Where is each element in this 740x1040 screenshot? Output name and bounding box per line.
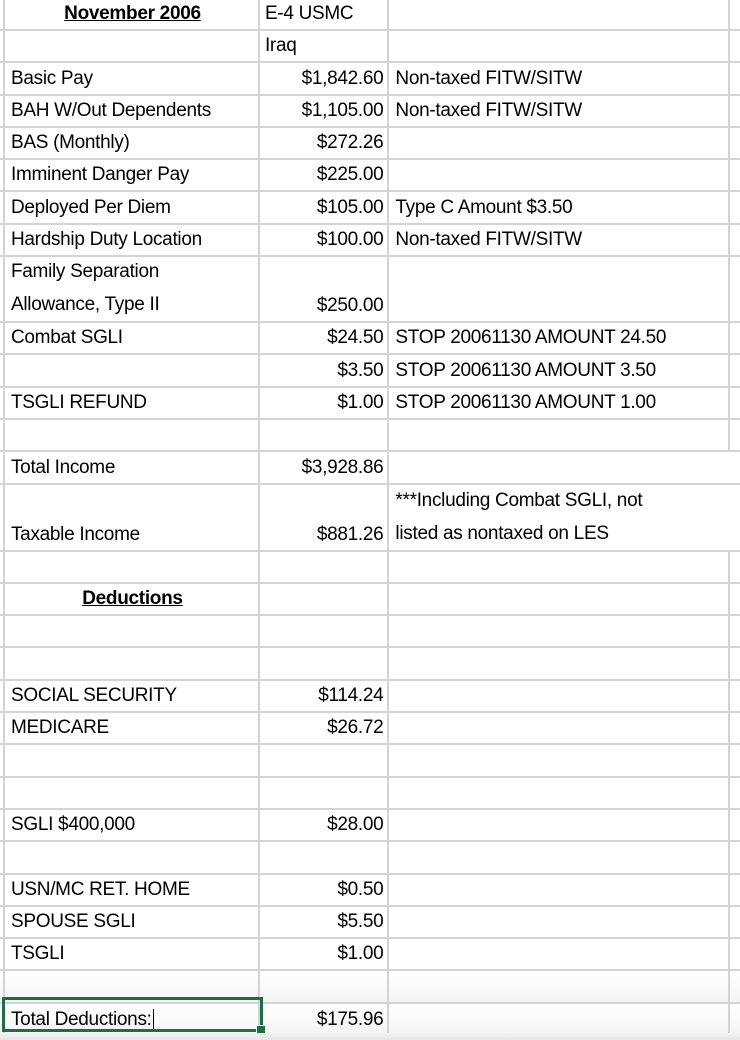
cell-empty[interactable] (730, 420, 740, 450)
income-label: Combat SGLI (10, 327, 123, 349)
income-note: STOP 20061130 AMOUNT 3.50 (395, 359, 656, 381)
cell-empty[interactable] (389, 31, 730, 61)
cell-empty[interactable] (730, 257, 740, 321)
cell-empty[interactable] (730, 1004, 740, 1035)
cell-empty[interactable] (730, 713, 740, 743)
cell-empty[interactable] (730, 939, 740, 969)
cell-empty[interactable] (389, 616, 730, 646)
cell-empty[interactable] (260, 745, 389, 775)
deduction-label-cell[interactable] (5, 713, 260, 743)
total-income-row (0, 452, 740, 484)
income-row (0, 355, 740, 387)
income-amount: $3.50 (337, 359, 384, 381)
deductions-heading: Deductions (82, 588, 183, 610)
deduction-amount: $28.00 (327, 814, 384, 836)
taxable-income-row (0, 485, 740, 552)
cell-empty[interactable] (389, 552, 730, 582)
cell-empty[interactable] (5, 420, 260, 450)
cell-title[interactable] (5, 0, 260, 29)
cell-empty[interactable] (260, 584, 389, 614)
income-label-cell[interactable] (5, 355, 260, 385)
income-row (0, 257, 740, 323)
cell-empty[interactable] (5, 31, 260, 61)
deduction-row (0, 681, 740, 713)
income-amount-cell[interactable] (260, 160, 389, 190)
income-label: Deployed Per Diem (10, 196, 171, 218)
cell-empty[interactable] (5, 648, 260, 678)
deduction-row (0, 713, 740, 745)
cell-empty[interactable] (730, 160, 740, 190)
income-row (0, 160, 740, 192)
cell-empty[interactable] (260, 616, 389, 646)
deduction-amount: $1.00 (337, 943, 384, 965)
sheet-row (0, 778, 740, 810)
income-label: BAH W/Out Dependents (10, 99, 211, 121)
income-amount-cell[interactable] (260, 225, 389, 255)
cell-empty[interactable] (730, 584, 740, 614)
sheet-row (0, 616, 740, 648)
taxable-income-label: Taxable Income (10, 523, 140, 545)
income-label-cell[interactable] (5, 160, 260, 190)
cell-empty[interactable] (5, 842, 260, 872)
sheet-row (0, 420, 740, 452)
cell-empty[interactable] (730, 31, 740, 61)
cell-empty[interactable] (730, 485, 740, 550)
deduction-label-cell[interactable] (5, 681, 260, 711)
deduction-amount-cell[interactable] (260, 875, 389, 905)
income-label-cell[interactable] (5, 388, 260, 418)
income-label-cell[interactable] (5, 323, 260, 353)
income-row (0, 388, 740, 420)
income-label-cell[interactable] (5, 257, 260, 321)
cell-empty[interactable] (389, 713, 730, 743)
income-label: BAS (Monthly) (10, 132, 130, 154)
cell-empty[interactable] (730, 192, 740, 222)
total-income-value: $3,928.86 (301, 456, 384, 478)
taxable-note: listed as nontaxed on LES (395, 522, 609, 544)
income-note-cell[interactable] (389, 192, 730, 222)
income-note-cell[interactable] (389, 323, 730, 353)
income-amount: $100.00 (316, 229, 384, 251)
cell-empty[interactable] (389, 681, 730, 711)
total-deductions-label: Total Deductions: (10, 1008, 152, 1030)
sheet-row (0, 0, 740, 31)
cell-location[interactable] (260, 31, 389, 61)
taxable-income-cell[interactable] (260, 485, 389, 550)
cell-empty[interactable] (730, 971, 740, 1001)
cell-empty[interactable] (730, 681, 740, 711)
cell-empty[interactable] (389, 584, 730, 614)
income-row (0, 225, 740, 257)
cell-empty[interactable] (5, 616, 260, 646)
cell-empty[interactable] (260, 552, 389, 582)
cell-empty[interactable] (389, 810, 730, 840)
cell-empty[interactable] (260, 971, 389, 1001)
cell-empty[interactable] (730, 128, 740, 158)
total-income-label: Total Income (10, 456, 116, 478)
cell-empty[interactable] (389, 745, 730, 775)
deduction-amount: $26.72 (327, 717, 384, 739)
cell-empty[interactable] (389, 420, 730, 450)
income-amount-cell[interactable] (260, 323, 389, 353)
deduction-label: MEDICARE (10, 717, 109, 739)
income-label-cell[interactable] (5, 63, 260, 93)
taxable-note: ***Including Combat SGLI, not (395, 489, 643, 511)
deduction-label: SOCIAL SECURITY (10, 685, 177, 707)
taxable-income-value: $881.26 (316, 523, 384, 545)
income-amount: $272.26 (316, 132, 384, 154)
income-amount: $1.00 (337, 391, 384, 413)
income-row (0, 128, 740, 160)
location-label: Iraq (264, 35, 297, 57)
cell-empty[interactable] (389, 875, 730, 905)
income-amount: $1,105.00 (301, 99, 384, 121)
income-label-cell[interactable] (5, 128, 260, 158)
income-label: Imminent Danger Pay (10, 164, 190, 186)
cell-empty[interactable] (730, 323, 740, 353)
cell-empty[interactable] (730, 355, 740, 385)
deduction-amount-cell[interactable] (260, 907, 389, 937)
income-note: Non-taxed FITW/SITW (395, 99, 582, 121)
income-amount: $105.00 (316, 196, 384, 218)
deduction-amount: $114.24 (318, 685, 384, 707)
cell-empty[interactable] (730, 907, 740, 937)
income-amount-cell[interactable] (260, 63, 389, 93)
deduction-label: USN/MC RET. HOME (10, 878, 190, 900)
income-note-cell[interactable] (389, 63, 730, 93)
income-amount: $1,842.60 (301, 67, 384, 89)
deduction-amount: $0.50 (337, 878, 384, 900)
income-amount: $225.00 (316, 164, 384, 186)
income-row (0, 323, 740, 355)
income-note-cell[interactable] (389, 160, 730, 190)
sheet-row (0, 31, 740, 63)
income-amount-cell[interactable] (260, 192, 389, 222)
deduction-label: TSGLI (10, 943, 65, 965)
deduction-amount-cell[interactable] (260, 939, 389, 969)
deduction-row (0, 875, 740, 907)
cell-empty[interactable] (730, 745, 740, 775)
window-bottom-edge (0, 1033, 740, 1040)
cell-empty[interactable] (730, 552, 740, 582)
income-label-cell[interactable] (5, 225, 260, 255)
cell-empty[interactable] (5, 552, 260, 582)
income-amount-cell[interactable] (260, 355, 389, 385)
total-deductions-cell[interactable] (260, 1004, 389, 1035)
income-row (0, 63, 740, 95)
deduction-label: SPOUSE SGLI (10, 911, 136, 933)
income-note-cell[interactable] (389, 225, 730, 255)
cell-empty[interactable] (389, 778, 730, 808)
active-cell-selection[interactable] (2, 997, 263, 1032)
total-income-cell[interactable] (260, 452, 389, 482)
cell-empty[interactable] (5, 778, 260, 808)
income-label: Hardship Duty Location (10, 229, 202, 251)
month-title: November 2006 (64, 3, 201, 24)
deductions-heading-cell[interactable] (5, 584, 260, 614)
cell-empty[interactable] (730, 452, 740, 482)
cell-empty[interactable] (389, 452, 730, 482)
income-note: Type C Amount $3.50 (395, 196, 573, 218)
cell-empty[interactable] (730, 875, 740, 905)
cell-empty[interactable] (389, 0, 730, 29)
income-amount-cell[interactable] (260, 96, 389, 126)
income-row (0, 96, 740, 128)
cell-empty[interactable] (389, 971, 730, 1001)
cell-empty[interactable] (730, 778, 740, 808)
income-label: Family Separation (10, 261, 160, 283)
deductions-heading-row (0, 584, 740, 616)
sheet-row (0, 745, 740, 777)
cell-empty[interactable] (730, 648, 740, 678)
income-row (0, 192, 740, 224)
sheet-row (0, 648, 740, 680)
sheet-row (0, 842, 740, 874)
income-note-cell[interactable] (389, 128, 730, 158)
cell-empty[interactable] (389, 939, 730, 969)
cell-empty[interactable] (730, 842, 740, 872)
taxable-income-label-cell[interactable] (5, 485, 260, 550)
income-note: STOP 20061130 AMOUNT 1.00 (395, 391, 656, 413)
cell-rank[interactable] (260, 0, 389, 29)
cell-empty[interactable] (730, 616, 740, 646)
income-note: Non-taxed FITW/SITW (395, 229, 582, 251)
deduction-amount-cell[interactable] (260, 713, 389, 743)
income-note-cell[interactable] (389, 355, 730, 385)
income-amount-cell[interactable] (260, 128, 389, 158)
cell-empty[interactable] (389, 1004, 730, 1035)
deduction-amount: $5.50 (337, 911, 384, 933)
income-label: TSGLI REFUND (10, 391, 147, 413)
income-label-cell[interactable] (5, 192, 260, 222)
income-label: Allowance, Type II (10, 294, 160, 316)
deduction-label-cell[interactable] (5, 810, 260, 840)
deduction-row (0, 810, 740, 842)
income-amount: $250.00 (316, 295, 384, 317)
income-label-cell[interactable] (5, 96, 260, 126)
income-amount: $24.50 (327, 327, 384, 349)
income-note-cell[interactable] (389, 257, 730, 321)
cell-empty[interactable] (260, 778, 389, 808)
income-note: STOP 20061130 AMOUNT 24.50 (395, 327, 667, 349)
cell-empty[interactable] (260, 842, 389, 872)
income-note: Non-taxed FITW/SITW (395, 67, 582, 89)
cell-empty[interactable] (730, 63, 740, 93)
deduction-label: SGLI $400,000 (10, 814, 135, 836)
deduction-label-cell[interactable] (5, 875, 260, 905)
deduction-label-cell[interactable] (5, 907, 260, 937)
cell-empty[interactable] (730, 0, 740, 29)
income-note-cell[interactable] (389, 388, 730, 418)
deduction-label-cell[interactable] (5, 939, 260, 969)
sheet-row (0, 552, 740, 584)
total-deductions-value: $175.96 (316, 1008, 384, 1030)
deduction-amount-cell[interactable] (260, 681, 389, 711)
income-amount-cell[interactable] (260, 257, 389, 321)
cell-empty[interactable] (260, 648, 389, 678)
rank-label: E-4 USMC (264, 3, 354, 24)
income-note-cell[interactable] (389, 96, 730, 126)
cell-empty[interactable] (730, 388, 740, 418)
total-income-label-cell[interactable] (5, 452, 260, 482)
cell-empty[interactable] (389, 842, 730, 872)
deduction-row (0, 939, 740, 971)
deduction-amount-cell[interactable] (260, 810, 389, 840)
deduction-row (0, 907, 740, 939)
cell-empty[interactable] (260, 420, 389, 450)
cell-empty[interactable] (389, 648, 730, 678)
cell-empty[interactable] (5, 745, 260, 775)
cell-empty[interactable] (730, 810, 740, 840)
income-amount-cell[interactable] (260, 388, 389, 418)
cell-empty[interactable] (730, 96, 740, 126)
cell-empty[interactable] (730, 225, 740, 255)
income-label: Basic Pay (10, 67, 93, 89)
taxable-note-cell[interactable] (389, 485, 730, 550)
cell-empty[interactable] (389, 907, 730, 937)
